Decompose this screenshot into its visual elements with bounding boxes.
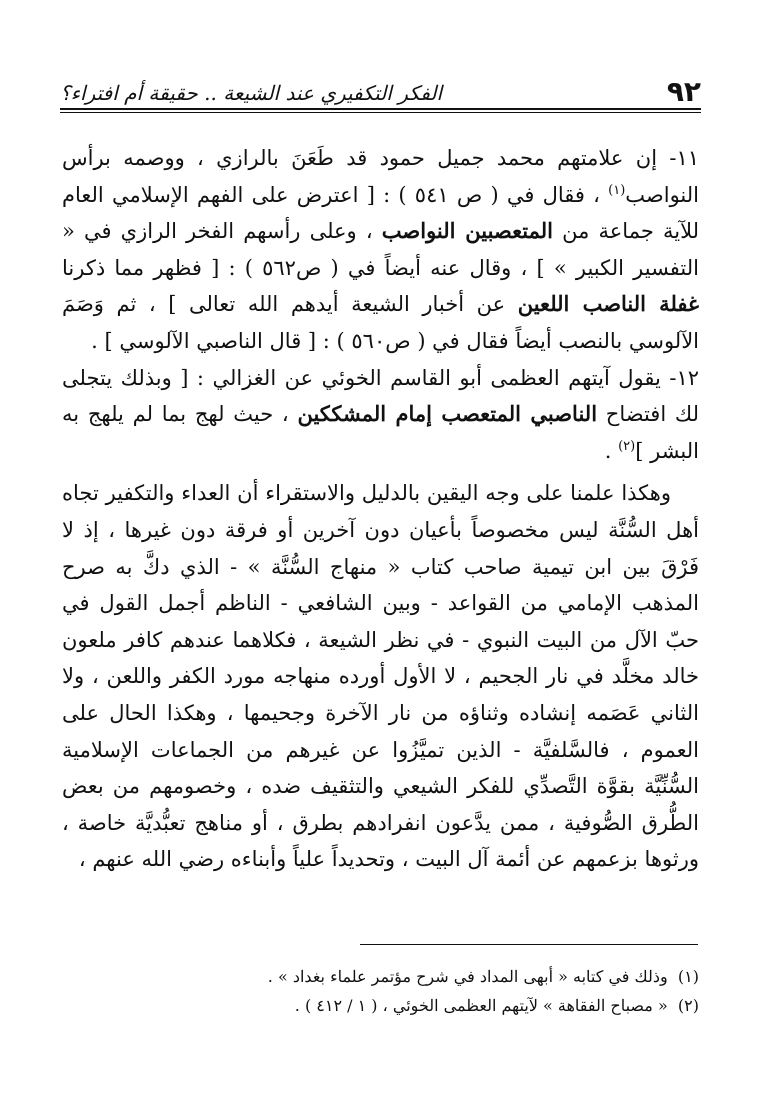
running-title: الفكر التكفيري عند الشيعة .. حقيقة أم افتراء؟ bbox=[60, 81, 443, 105]
footnote-text: « مصباح الفقاهة » لآيتهم العظمى الخوئي ، ( ١ / ٤١٢ ) . bbox=[294, 996, 668, 1015]
item11-bold-2: غفلة الناصب اللعين bbox=[517, 291, 700, 317]
page-body bbox=[62, 140, 699, 878]
item12-text-1: ١٢- يقول آيتهم العظمى أبو القاسم الخوئي عن الغزالي : [ وبذلك يتجلى لك افتضاح bbox=[62, 365, 699, 427]
footnote-number: (١) bbox=[677, 967, 699, 986]
item12-text-2: ، حيث لهج بما لم يلهج به البشر ] bbox=[62, 402, 699, 463]
item11-text-4: عن أخبار الشيعة أيدهم الله تعالى ] ، ثم وَصَمَ الآلوسي بالنصب أيضاً فقال في ( ص٥٦٠ ) : [ قال الناصبي الآلوسي ] . bbox=[62, 292, 699, 353]
item12-bold-1: الناصبي المتعصب إمام المشككين bbox=[297, 401, 598, 427]
footnote-2 bbox=[62, 991, 699, 1020]
footnote-rule bbox=[360, 944, 698, 945]
item11-bold-1: المتعصبين النواصب bbox=[381, 218, 553, 244]
item11-text-2: ، فقال في ( ص ٥٤١ ) : [ اعترض على الفهم الإسلامي العام للآية جماعة من bbox=[62, 182, 699, 244]
footnote-number: (٢) bbox=[677, 996, 699, 1015]
list-item-11 bbox=[62, 140, 699, 360]
footnote-ref-1[interactable]: (١) bbox=[608, 182, 626, 198]
page-number: ٩٢ bbox=[666, 75, 701, 108]
footnote-1 bbox=[62, 962, 699, 991]
item11-text-1: ١١- إن علامتهم محمد جميل حمود قد طَعَنَ بالرازي ، ووصمه برأس النواصب bbox=[62, 146, 699, 207]
item11-text-3: ، وعلى رأسهم الفخر الرازي في « التفسير الكبير » ] ، وقال عنه أيضاً في ( ص٥٦٢ ) : [ فظهر مما ذكرنا bbox=[62, 219, 699, 280]
list-item-12 bbox=[62, 360, 699, 470]
page-header bbox=[60, 74, 701, 108]
footnote-text: وذلك في كتابه « أبهى المداد في شرح مؤتمر علماء بغداد » . bbox=[267, 967, 668, 986]
main-paragraph: وهكذا علمنا على وجه اليقين بالدليل والاستقراء أن العداء والتكفير تجاه أهل السُّنَّة ليس مخصوصاً بأعيان دون آخرين أو فرقة دون غيرها ، إذ لا فَرْقَ بين ابن تيمية صاحب كتاب « منهاج السُّنَّة » - الذي دكَّ به صرح المذهب الإمامي من القواعد - وبين الشافعي - الناظم أجمل القول في حبّ الآل من البيت النبوي - في نظر الشيعة ، فكلاهما عندهم كافر ملعون خالد مخلَّد في نار الجحيم ، لا الأول أورده منهاجه مورد الكفر واللعن ، ولا الثاني عَصَمه إنشاده وثناؤه من نار الآخرة وجحيمها ، وهكذا الحال على العموم ، فالسَّلفيَّة - الذين تميَّزُوا عن غيرهم من الجماعات الإسلامية السُّنِّيَّة بقوَّة التَّصدِّي للفكر الشيعي والتثقيف ضده ، وخصومهم من بعض الطُّرق الصُّوفية ، ممن يدَّعون انفرادهم بطرق ، أو مناهج تعبُّديَّة خاصة ، ورثوها بزعمهم عن أئمة آل البيت ، وتحديداً علياً وأبناءه رضي الله عنهم ، bbox=[62, 481, 699, 872]
item12-text-3: . bbox=[604, 438, 619, 463]
footnote-ref-2[interactable]: (٢) bbox=[618, 438, 636, 454]
header-rule bbox=[60, 108, 701, 113]
footnotes bbox=[62, 962, 699, 1020]
